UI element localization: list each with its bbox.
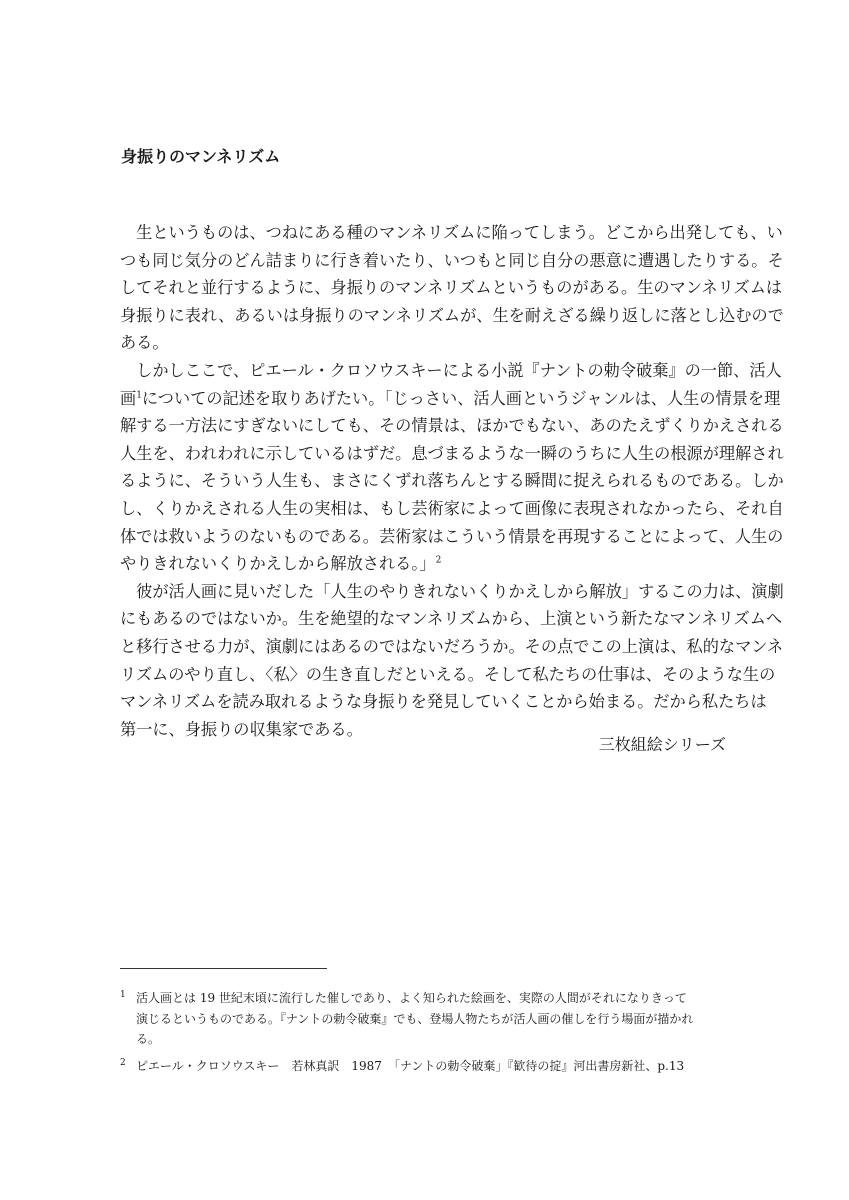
body-line-with-footnote-ref bbox=[120, 550, 726, 578]
body-line: と移行させる力が、演劇にはあるのではないだろうか。その点でこの上演は、私的なマンネ bbox=[120, 636, 784, 656]
body-line: 体では救いようのないものである。芸術家はこういう情景を再現することによって、人生の bbox=[120, 526, 784, 546]
body-line: るように、そういう人生も、まさにくずれ落ちんとする瞬間に捉えられるものである。しか bbox=[120, 471, 784, 491]
body-line: してそれと並行するように、身振りのマンネリズムというものがある。生のマンネリズムは bbox=[120, 278, 783, 298]
body-line: ある。 bbox=[120, 333, 169, 353]
body-line: つも同じ気分のどん詰まりに行き着いたり、いつもと同じ自分の悪意に遭遇したりする。そ bbox=[120, 250, 784, 270]
body-line-with-footnote-ref bbox=[120, 385, 781, 413]
body-line-part: やりきれないくりかえしから解放される。」 bbox=[120, 554, 436, 574]
body-line: し、くりかえされる人生の実相は、もし芸術家によって画像に表現されなかったら、それ自 bbox=[120, 498, 784, 518]
body-line: 人生を、われわれに示しているはずだ。息づまるような一瞬のうちに人生の根源が理解され bbox=[120, 443, 784, 463]
footnote-text: る。 bbox=[136, 1032, 161, 1046]
footnote-ref-2[interactable]: 2 bbox=[435, 555, 442, 566]
footnote-1 bbox=[120, 988, 732, 1009]
body-line: しかしここで、ピエール・クロソウスキーによる小説『ナントの勅令破棄』の一節、活人 bbox=[120, 360, 782, 380]
footnote-ref-1[interactable]: 1 bbox=[136, 390, 142, 401]
document-title: 身振りのマンネリズム bbox=[121, 147, 281, 166]
footnotes bbox=[120, 988, 732, 1076]
body-line: にもあるのではないか。生を絶望的なマンネリズムから、上演という新たなマンネリズムへ bbox=[120, 609, 783, 629]
body-line: 身振りに表れ、あるいは身振りのマンネリズムが、生を耐えざる繰り返しに落とし込むので bbox=[120, 305, 784, 325]
body-line: 生というものは、つねにある種のマンネリズムに陥ってしまう。どこから出発しても、い bbox=[120, 223, 783, 242]
series-title: 三枚組絵シリーズ bbox=[598, 735, 726, 754]
body-line: 解する一方法にすぎないにしても、その情景は、ほかでもない、あのたえずくりかえされる bbox=[120, 416, 784, 436]
footnote-text: 活人画とは 19 世紀末頃に流行した催しであり、よく知られた絵画を、実際の人間がそれになりきって bbox=[136, 991, 687, 1005]
body-line-part: 画 bbox=[120, 388, 137, 408]
footnote-2 bbox=[120, 1056, 732, 1077]
footnote-mark: 1 bbox=[120, 990, 126, 1000]
footnote-divider bbox=[120, 968, 327, 969]
body-line: マンネリズムを読み取れるような身振りを発見していくことから始まる。だから私たちは bbox=[120, 692, 767, 712]
footnote-mark: 2 bbox=[120, 1057, 126, 1068]
body-line: リズムのやり直し、〈私〉の生き直しだといえる。そして私たちの仕事は、そのような生の bbox=[120, 664, 776, 684]
body-line-part: についての記述を取りあげたい。「じっさい、活人画というジャンルは、人生の情景を理 bbox=[141, 388, 781, 408]
body-line: 彼が活人画に見いだした「人生のやりきれないくりかえしから解放」するこの力は、演劇 bbox=[120, 581, 784, 601]
footnote-text: ピエール・クロソウスキー 若林真訳 1987 「ナントの勅令破棄」『歓待の掟』河出書房新社、p.13 bbox=[136, 1058, 685, 1073]
essay-body bbox=[120, 219, 784, 743]
body-line: 第一に、身振りの収集家である。 bbox=[120, 719, 363, 739]
footnote-text: 演じるというものである。『ナントの勅令破棄』でも、登場人物たちが活人画の催しを行う場面が描かれ bbox=[136, 1011, 694, 1026]
